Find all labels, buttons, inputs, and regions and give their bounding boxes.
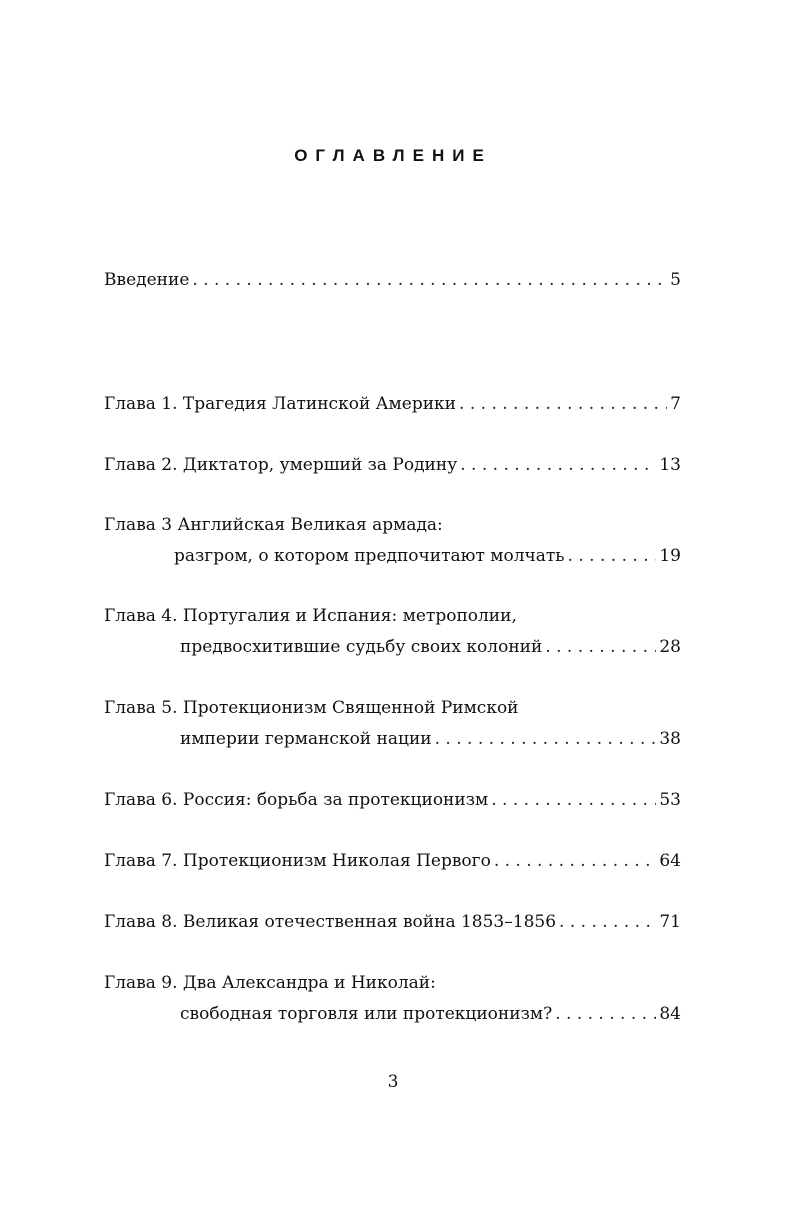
toc-leader-dots — [559, 907, 656, 938]
toc-entry-title: Глава 5. Протекционизм Священной Римской — [104, 698, 519, 718]
toc-entry-subtitle: предвосхитившие судьбу своих колоний — [180, 637, 543, 657]
toc-entry-subtitle: империи германской нации — [180, 729, 432, 749]
toc-entry-chapter-4 — [104, 601, 681, 663]
toc-leader-dots — [192, 265, 667, 296]
toc-title: ОГЛАВЛЕНИЕ — [294, 146, 492, 165]
toc-entry-page: 5 — [670, 270, 681, 290]
toc-entry-chapter-9 — [104, 968, 681, 1030]
toc-entry-chapter-8 — [104, 907, 681, 938]
toc-entry-title: Глава 8. Великая отечественная война 1853–1856 — [104, 912, 557, 932]
toc-entry-page: 13 — [659, 455, 681, 475]
toc-entry-page: 19 — [659, 546, 681, 566]
toc-leader-dots — [435, 724, 657, 755]
toc-entry-page: 53 — [659, 790, 681, 810]
toc-entry-title: Глава 4. Португалия и Испания: метрополии, — [104, 606, 517, 626]
toc-leader-dots — [459, 389, 667, 420]
toc-entry-introduction — [104, 265, 681, 296]
toc-entry-title: Глава 7. Протекционизм Николая Первого — [104, 851, 491, 871]
toc-entry-title: Введение — [104, 270, 190, 290]
toc-entry-subtitle: разгром, о котором предпочитают молчать — [174, 546, 565, 566]
toc-entry-page: 71 — [659, 912, 681, 932]
toc-entry-title: Глава 2. Диктатор, умерший за Родину — [104, 455, 458, 475]
toc-entry-chapter-3 — [104, 510, 681, 572]
toc-leader-dots — [491, 785, 656, 816]
toc-entry-chapter-2 — [104, 450, 681, 481]
toc-entry-page: 38 — [659, 729, 681, 749]
toc-entry-page: 7 — [670, 394, 681, 414]
page-number: 3 — [387, 1072, 399, 1092]
toc-entry-chapter-6 — [104, 785, 681, 816]
toc-entry-title: Глава 1. Трагедия Латинской Америки — [104, 394, 457, 414]
toc-leader-dots — [555, 999, 656, 1030]
toc-entry-title: Глава 9. Два Александра и Николай: — [104, 973, 436, 993]
toc-entry-chapter-5 — [104, 693, 681, 755]
toc-leader-dots — [460, 450, 656, 481]
toc-entry-title: Глава 6. Россия: борьба за протекционизм — [104, 790, 489, 810]
toc-leader-dots — [568, 541, 657, 572]
toc-entry-page: 84 — [659, 1004, 681, 1024]
toc-entry-page: 28 — [659, 637, 681, 657]
toc-leader-dots — [545, 632, 656, 663]
toc-entry-title: Глава 3 Английская Великая армада: — [104, 515, 443, 535]
toc-entry-chapter-7 — [104, 846, 681, 877]
toc-entry-chapter-1 — [104, 389, 681, 420]
toc-entry-subtitle: свободная торговля или протекционизм? — [180, 1004, 553, 1024]
toc-leader-dots — [494, 846, 657, 877]
toc-entry-page: 64 — [659, 851, 681, 871]
